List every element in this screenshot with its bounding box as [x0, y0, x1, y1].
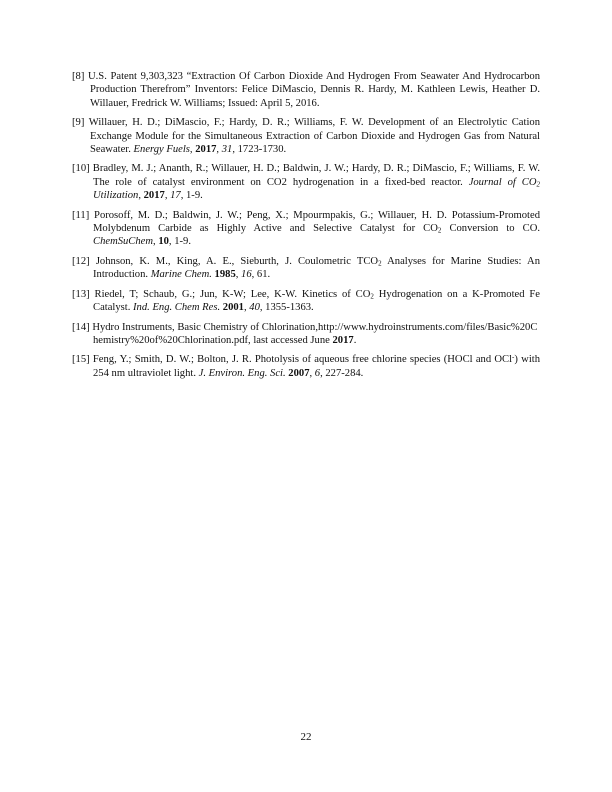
reference-volume: 40 — [249, 302, 260, 314]
reference-year: 2017 — [332, 334, 354, 346]
reference-pages: , 227-284. — [320, 367, 364, 379]
reference-year: 1985 — [214, 269, 236, 281]
reference-pages: , 1723-1730. — [232, 144, 287, 156]
reference-number: [11] — [72, 209, 90, 221]
reference-volume: 10 — [158, 236, 169, 248]
reference-year: 2007 — [288, 367, 310, 379]
reference-14: [14] Hydro Instruments, Basic Chemistry of Chlorination,http://www.hydroinstruments.com/files/Basic%20Chemistry%20of%20Chlorination.pdf, last accessed June 2017. — [72, 321, 538, 346]
reference-number: [15] — [72, 354, 90, 366]
reference-number: [13] — [72, 288, 90, 300]
reference-year: 2017 — [195, 144, 217, 156]
reference-pages: , 61. — [251, 269, 271, 281]
reference-text: Porosoff, M. D.; Baldwin, J. W.; Peng, X.; Mpourmpakis, G.; Willauer, H. D. Potassium-Promoted Molybdenum Carbide as Highly Active and Selective Catalyst for $CO_2$ Conversion to CO. — [93, 209, 540, 235]
reference-volume: 16 — [241, 269, 252, 281]
reference-12: [12] Johnson, K. M., King, A. E., Sieburth, J. Coulometric $TCO_2$ Analyses for Marine Studies: An Introduction. Marine Chem. 1985, 16, 61. — [72, 255, 540, 281]
reference-volume: 17 — [170, 190, 181, 202]
reference-journal: Energy Fuels, — [133, 144, 193, 156]
reference-text: U.S. Patent 9,303,323 “Extraction Of Carbon Dioxide And Hydrogen From Seawater And Hydrocarbon Production Therefrom” Inventors: Felice DiMascio, Dennis R. Hardy, M. Kathleen Lewis, Heather D. Willauer, Fredrick W. Williams; Issued: April 5, 2016. — [88, 71, 540, 109]
reference-text: Johnson, K. M., King, A. E., Sieburth, J. Coulometric $TCO_2$ Analyses for Marine Studies: An Introduction. — [93, 255, 540, 281]
reference-pages: , 1-9. — [168, 236, 191, 248]
reference-text: Feng, Y.; Smith, D. W.; Bolton, J. R. Photolysis of aqueous free chlorine species (HOCl and OCl-) with 254 nm ultraviolet light. — [92, 353, 540, 379]
reference-text: Willauer, H. D.; DiMascio, F.; Hardy, D. R.; Williams, F. W. Development of an Electrolytic Cation Exchange Module for the Simultaneous Extraction of Carbon Dioxide and Hydrogen Gas from Natural Seawater. — [88, 117, 540, 156]
reference-year: 2017 — [143, 190, 165, 202]
reference-15: [15] Feng, Y.; Smith, D. W.; Bolton, J. R. Photolysis of aqueous free chlorine species (HOCl and OCl-) with 254 nm ultraviolet light. J. Environ. Eng. Sci. 2007, 6, 227-284. — [72, 353, 540, 379]
reference-number: [10] — [72, 163, 90, 175]
reference-text: Hydro Instruments, Basic Chemistry of Chlorination,http://www.hydroinstruments.com/files/Basic%20Chemistry%20of%20Chlorination.pdf, last accessed June — [92, 321, 538, 346]
reference-volume: 31 — [221, 144, 233, 156]
reference-journal: ChemSuChem — [93, 236, 154, 248]
reference-list — [72, 70, 540, 386]
reference-year: 2001 — [222, 302, 244, 314]
reference-pages: , 1-9. — [180, 190, 203, 202]
reference-8 — [72, 70, 540, 110]
reference-journal: Journal of $CO_2$ Utilization — [93, 176, 540, 202]
reference-pages: , 1355-1363. — [259, 302, 314, 314]
reference-text: Bradley, M. J.; Ananth, R.; Willauer, H. D.; Baldwin, J. W.; Hardy, D. R.; DiMascio, F.; Williams, F. W. The role of catalyst environment on CO2 hydrogenation in a fixed-bed reactor. — [92, 163, 540, 188]
reference-number: [9] — [72, 117, 85, 129]
reference-number: [12] — [72, 255, 90, 267]
reference-number: [14] — [72, 321, 90, 333]
reference-journal: Marine Chem. — [150, 269, 212, 281]
reference-journal: J. Environ. Eng. Sci. — [198, 367, 286, 379]
reference-10: [10] Bradley, M. J.; Ananth, R.; Willauer, H. D.; Baldwin, J. W.; Hardy, D. R.; DiMascio, F.; Williams, F. W. The role of catalyst environment on CO2 hydrogenation in a fixed-bed reactor. Journal of $CO_2$ Utilization, 2017, 17, 1-9. — [72, 163, 540, 202]
reference-text: Riedel, T; Schaub, G.; Jun, K-W; Lee, K-W. Kinetics of $CO_2$ Hydrogenation on a K-Promoted Fe Catalyst. — [93, 288, 540, 314]
reference-13: [13] Riedel, T; Schaub, G.; Jun, K-W; Lee, K-W. Kinetics of $CO_2$ Hydrogenation on a K-Promoted Fe Catalyst. Ind. Eng. Chem Res. 2001, 40, 1355-1363. — [72, 288, 540, 314]
reference-volume: 6 — [314, 367, 321, 379]
reference-9: [9] Willauer, H. D.; DiMascio, F.; Hardy, D. R.; Williams, F. W. Development of an Electrolytic Cation Exchange Module for the Simultaneous Extraction of Carbon Dioxide and Hydrogen Gas from Natural Seawater. Energy Fuels, 2017, 31, 1723-1730. — [72, 117, 540, 156]
reference-number: [8] — [72, 71, 85, 82]
reference-11: [11] Porosoff, M. D.; Baldwin, J. W.; Peng, X.; Mpourmpakis, G.; Willauer, H. D. Potassium-Promoted Molybdenum Carbide as Highly Active and Selective Catalyst for $CO_2$ Conversion to CO. ChemSuChem, 10, 1-9. — [72, 209, 540, 248]
reference-journal: Ind. Eng. Chem Res. — [133, 302, 221, 314]
page-number: 22 — [300, 731, 312, 743]
